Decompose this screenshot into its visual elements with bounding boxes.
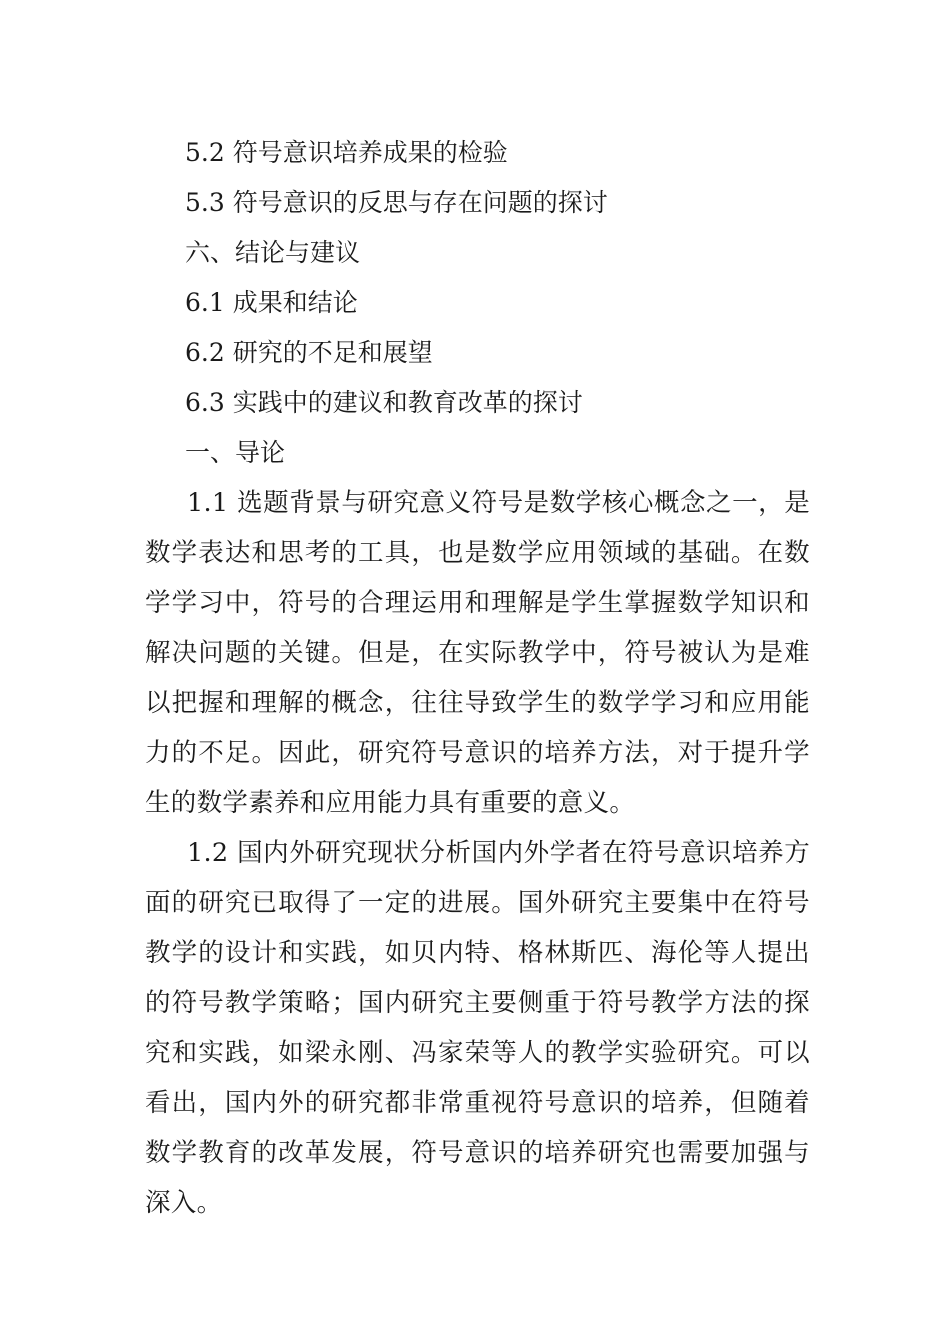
section-body (145, 478, 810, 1228)
toc-item: 6.3 实践中的建议和教育改革的探讨 (185, 388, 583, 417)
table-of-contents (185, 128, 825, 478)
toc-item: 6.1 成果和结论 (185, 288, 358, 317)
toc-item: 5.3 符号意识的反思与存在问题的探讨 (185, 188, 608, 217)
toc-item: 六、结论与建议 (185, 238, 361, 267)
toc-item: 6.2 研究的不足和展望 (185, 338, 433, 367)
section-heading: 一、导论 (185, 438, 286, 467)
paragraph: 1.2 国内外研究现状分析国内外学者在符号意识培养方面的研究已取得了一定的进展。国外研究主要集中在符号教学的设计和实践，如贝内特、格林斯匹、海伦等人提出的符号教学策略；国内研究主要侧重于符号教学方法的探究和实践，如梁永刚、冯家荣等人的教学实验研究。可以看出，国内外的研究都非常重视符号意识的培养，但随着数学教育的改革发展，符号意识的培养研究也需要加强与深入。 (145, 838, 810, 1218)
toc-item: 5.2 符号意识培养成果的检验 (185, 138, 508, 167)
paragraph: 1.1 选题背景与研究意义符号是数学核心概念之一，是数学表达和思考的工具，也是数学应用领域的基础。在数学学习中，符号的合理运用和理解是学生掌握数学知识和解决问题的关键。但是，在实际教学中，符号被认为是难以把握和理解的概念，往往导致学生的数学学习和应用能力的不足。因此，研究符号意识的培养方法，对于提升学生的数学素养和应用能力具有重要的意义。 (145, 488, 810, 818)
